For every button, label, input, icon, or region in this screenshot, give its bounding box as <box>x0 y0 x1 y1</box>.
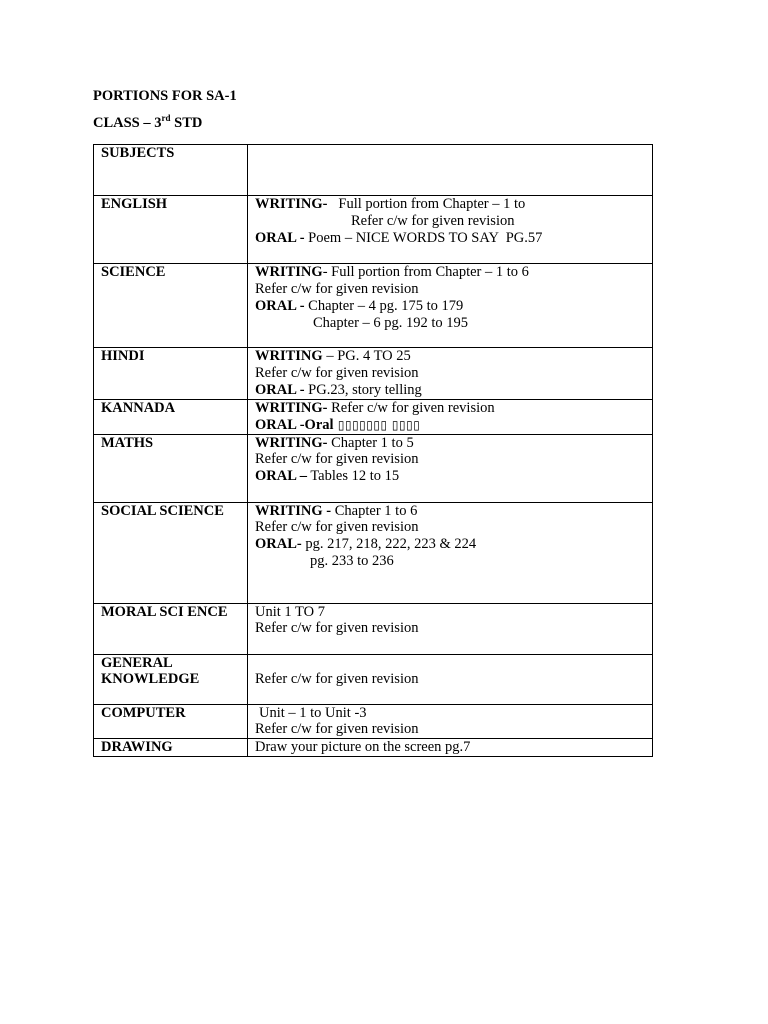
detail-line <box>255 503 648 520</box>
detail-line <box>255 281 648 298</box>
line-label: ORAL - <box>255 381 305 398</box>
detail-line <box>255 739 648 756</box>
header-detail-cell <box>248 145 653 196</box>
detail-line <box>255 213 648 230</box>
detail-line <box>255 264 648 281</box>
subject-cell: MORAL SCI ENCE <box>94 603 248 654</box>
line-text: Full portion from Chapter – 1 to <box>327 196 526 212</box>
detail-line <box>255 519 648 536</box>
line-text: Chapter – 6 pg. 192 to 195 <box>313 314 469 331</box>
subject-line: KNOWLEDGE <box>101 671 200 688</box>
detail-line <box>255 671 648 688</box>
detail-cell <box>248 434 653 502</box>
class-suffix: STD <box>170 115 203 131</box>
class-prefix: CLASS – 3 <box>93 115 162 131</box>
detail-line <box>255 298 648 315</box>
detail-line <box>255 400 648 417</box>
subject-cell: KANNADA <box>94 399 248 434</box>
detail-cell <box>248 704 653 739</box>
table-row-social-science <box>94 502 653 603</box>
detail-line <box>255 721 648 738</box>
line-label: ORAL - <box>255 229 305 246</box>
detail-line <box>255 230 648 247</box>
table-header-row <box>94 145 653 196</box>
class-line <box>93 115 202 132</box>
detail-line <box>255 553 648 570</box>
table-row-kannada <box>94 399 653 434</box>
line-label: WRITING- <box>255 434 328 451</box>
detail-line <box>255 705 648 722</box>
table-row-science <box>94 264 653 348</box>
line-text: Tables 12 to 15 <box>306 468 400 485</box>
subject-cell: DRAWING <box>94 739 248 757</box>
detail-line <box>255 348 648 365</box>
missing-glyphs-text: ▯▯▯▯▯▯▯ ▯▯▯▯ <box>333 417 421 432</box>
line-text: Refer c/w for given revision <box>255 671 419 688</box>
detail-line <box>255 655 648 672</box>
line-text: Chapter – 4 pg. 175 to 179 <box>304 297 464 314</box>
detail-line <box>255 536 648 553</box>
table-row-computer <box>94 704 653 739</box>
subject-line: GENERAL <box>101 654 173 671</box>
detail-cell <box>248 654 653 704</box>
line-label: ORAL- <box>255 536 302 553</box>
document-title: PORTIONS FOR SA-1 <box>93 88 237 104</box>
line-label: ORAL -Oral <box>255 416 334 433</box>
detail-line <box>255 451 648 468</box>
line-text: - Full portion from Chapter – 1 to 6 <box>322 264 529 280</box>
detail-line <box>255 620 648 637</box>
table-row-drawing <box>94 739 653 757</box>
line-label: WRITING- <box>255 399 328 416</box>
table-row-moral-science <box>94 603 653 654</box>
line-text: Refer c/w for given revision <box>255 721 419 738</box>
line-text: Unit – 1 to Unit -3 <box>259 704 367 721</box>
line-text: pg. 217, 218, 222, 223 & 224 <box>301 536 477 553</box>
detail-cell <box>248 196 653 264</box>
line-text: Refer c/w for given revision <box>255 451 419 468</box>
line-text: PG.23, story telling <box>304 381 422 398</box>
detail-line <box>255 435 648 452</box>
detail-line <box>255 196 648 213</box>
line-text: Refer c/w for given revision <box>255 620 419 637</box>
line-text: Refer c/w for given revision <box>351 212 515 229</box>
detail-line <box>255 315 648 332</box>
line-label: WRITING- <box>255 196 328 212</box>
detail-cell <box>248 603 653 654</box>
line-label: WRITING <box>255 264 323 280</box>
detail-line <box>255 604 648 621</box>
subject-cell: HINDI <box>94 348 248 400</box>
table-row-hindi <box>94 348 653 400</box>
line-text: Chapter 1 to 5 <box>327 434 414 451</box>
table-row-english <box>94 196 653 264</box>
detail-line <box>255 417 648 434</box>
line-text: Chapter 1 to 6 <box>331 502 418 519</box>
subject-cell <box>94 654 248 704</box>
class-superscript: rd <box>161 113 171 123</box>
subject-cell: SOCIAL SCIENCE <box>94 502 248 603</box>
detail-cell <box>248 739 653 757</box>
line-text: – PG. 4 TO 25 <box>322 348 411 364</box>
subject-cell: ENGLISH <box>94 196 248 264</box>
line-text: Refer c/w for given revision <box>327 399 495 416</box>
detail-cell <box>248 264 653 348</box>
detail-cell <box>248 502 653 603</box>
portions-table <box>93 144 653 757</box>
detail-line <box>255 382 648 399</box>
header-subjects-cell: SUBJECTS <box>94 145 248 196</box>
detail-cell <box>248 348 653 400</box>
subject-cell: COMPUTER <box>94 704 248 739</box>
line-label: ORAL – <box>255 468 307 485</box>
line-text: Unit 1 TO 7 <box>255 603 325 620</box>
detail-cell <box>248 399 653 434</box>
line-label: WRITING - <box>255 502 332 519</box>
detail-line <box>255 468 648 485</box>
subject-cell: SCIENCE <box>94 264 248 348</box>
line-text: Refer c/w for given revision <box>255 519 419 536</box>
table-row-general-knowledge <box>94 654 653 704</box>
line-text: Refer c/w for given revision <box>255 280 419 297</box>
line-text: Draw your picture on the screen pg.7 <box>255 739 471 756</box>
detail-line <box>255 365 648 382</box>
line-label: ORAL - <box>255 297 305 314</box>
line-label: WRITING <box>255 348 323 364</box>
line-text: pg. 233 to 236 <box>310 553 394 570</box>
line-text: Refer c/w for given revision <box>255 364 419 381</box>
table-row-maths <box>94 434 653 502</box>
line-text: Poem – NICE WORDS TO SAY PG.57 <box>304 229 543 246</box>
subject-cell: MATHS <box>94 434 248 502</box>
